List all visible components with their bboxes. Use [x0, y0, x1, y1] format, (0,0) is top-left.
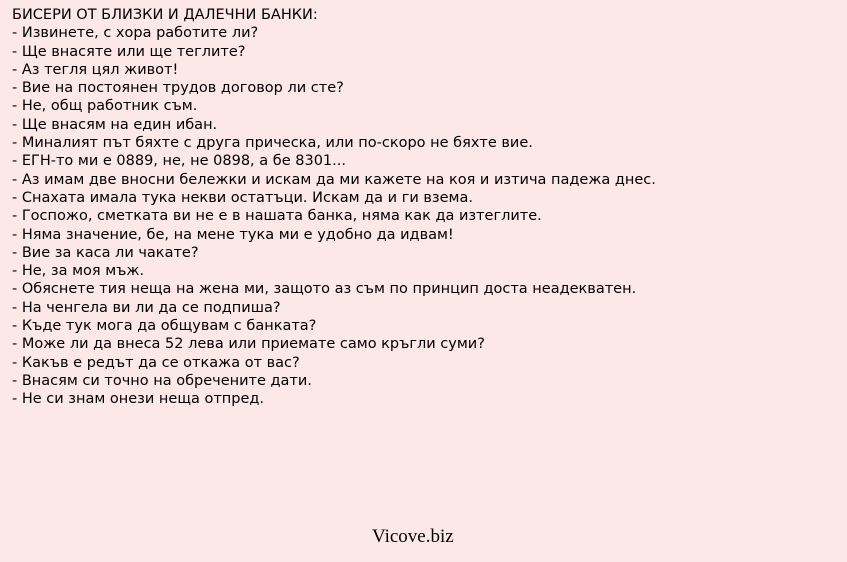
joke-line: - Извинете, с хора работите ли?: [12, 25, 259, 42]
joke-line: - Госпожо, сметката ви не е в нашата банка, няма как да изтеглите.: [12, 208, 542, 225]
joke-line: - Снахата имала тука некви остатъци. Искам да и ги взема.: [12, 189, 473, 206]
joke-line: - ЕГН-то ми е 0889, не, не 0898, а бе 8301...: [12, 153, 346, 170]
joke-line: - Не си знам онези неща отпред.: [12, 391, 265, 408]
joke-line: - Обяснете тия неща на жена ми, защото аз съм по принцип доста неадекватен.: [12, 281, 637, 298]
joke-line: - Ще внасям на един ибан.: [12, 116, 218, 133]
joke-line: - На ченгела ви ли да се подпиша?: [12, 299, 281, 316]
joke-text-block: [12, 6, 840, 409]
joke-line: - Вие на постоянен трудов договор ли сте?: [12, 80, 344, 97]
joke-line: - Аз имам две вносни бележки и искам да ми кажете на коя и изтича падежа днес.: [12, 171, 656, 188]
page-title: БИСЕРИ ОТ БЛИЗКИ И ДАЛЕЧНИ БАНКИ:: [12, 7, 318, 23]
site-watermark: Vicove.biz: [372, 526, 454, 547]
joke-line: - Ще внасяте или ще теглите?: [12, 43, 246, 60]
joke-line: - Не, за моя мъж.: [12, 263, 145, 280]
joke-line: - Какъв е редът да се откажа от вас?: [12, 354, 300, 371]
joke-line: - Внасям си точно на обречените дати.: [12, 372, 312, 389]
joke-line: - Къде тук мога да общувам с банката?: [12, 318, 317, 335]
joke-line: - Вие за каса ли чакате?: [12, 244, 199, 261]
joke-line: - Няма значение, бе, на мене тука ми е удобно да идвам!: [12, 226, 454, 243]
joke-line: - Не, общ работник съм.: [12, 98, 198, 115]
joke-line: - Аз тегля цял живот!: [12, 61, 179, 78]
joke-line: - Може ли да внеса 52 лева или приемате само кръгли суми?: [12, 336, 485, 353]
joke-line: - Миналият път бяхте с друга прическа, или по-скоро не бяхте вие.: [12, 135, 533, 152]
